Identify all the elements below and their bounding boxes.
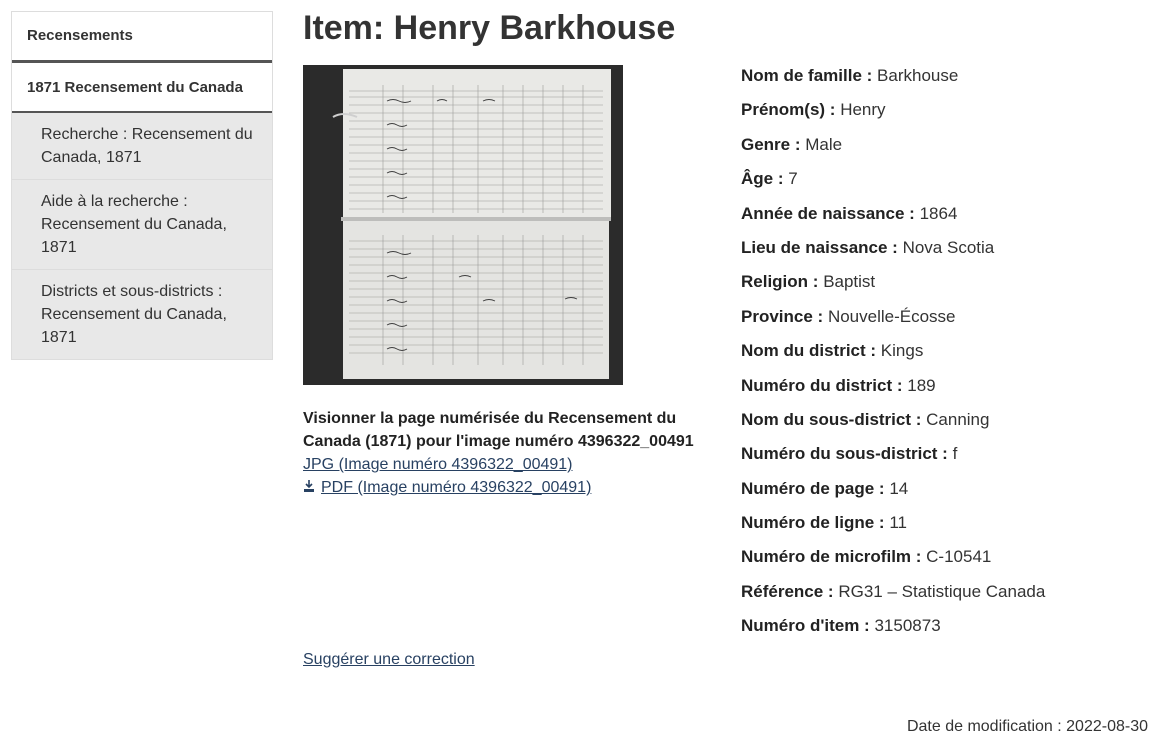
detail-value: f [952, 444, 958, 464]
detail-row-microfilm [741, 545, 1141, 579]
sidebar-nav [11, 11, 273, 360]
detail-value: Nova Scotia [902, 237, 995, 257]
record-details [741, 64, 1141, 649]
detail-label: Province : [741, 306, 824, 326]
detail-value: RG31 – Statistique Canada [838, 581, 1046, 601]
detail-label: Numéro d'item : [741, 616, 870, 636]
detail-row-age [741, 167, 1141, 201]
detail-row-province [741, 305, 1141, 339]
suggest-correction-link[interactable]: Suggérer une correction [303, 651, 475, 668]
date-modified: Date de modification : 2022-08-30 [906, 718, 1148, 735]
sidebar-item-recensements[interactable]: Recensements [12, 12, 272, 63]
sidebar-link-districts[interactable]: Districts et sous-districts : Recensement du Canada, 1871 [41, 283, 227, 346]
detail-label: Numéro de page : [741, 478, 885, 498]
detail-value: Male [805, 134, 843, 154]
detail-value: 189 [907, 375, 936, 395]
detail-label: Religion : [741, 272, 819, 292]
detail-row-line-number [741, 511, 1141, 545]
sidebar-item-1871-census[interactable]: 1871 Recensement du Canada [12, 63, 272, 113]
detail-row-surname [741, 64, 1141, 98]
detail-row-subdistrict-number [741, 442, 1141, 476]
detail-row-birth-year [741, 202, 1141, 236]
detail-value: 7 [788, 169, 798, 189]
detail-label: Nom du district : [741, 341, 877, 361]
pdf-link-wrapper[interactable] [303, 476, 703, 499]
detail-label: Numéro de ligne : [741, 513, 885, 533]
detail-value: Nouvelle-Écosse [827, 306, 956, 326]
detail-row-page-number [741, 477, 1141, 511]
detail-label: Lieu de naissance : [741, 237, 898, 257]
page-title: Item: Henry Barkhouse [303, 9, 676, 47]
detail-row-subdistrict-name [741, 408, 1141, 442]
detail-label: Nom de famille : [741, 66, 873, 85]
pdf-link[interactable]: PDF (Image numéro 4396322_00491) [321, 479, 592, 496]
detail-label: Prénom(s) : [741, 100, 836, 120]
detail-label: Genre : [741, 134, 801, 154]
caption-title: Visionner la page numérisée du Recensement du Canada (1871) pour l'image numéro 4396322_00491 [303, 410, 694, 450]
sidebar-subnav [12, 113, 272, 359]
image-caption [303, 407, 703, 499]
detail-row-religion [741, 270, 1141, 304]
detail-value: Barkhouse [877, 66, 959, 85]
sidebar-link-research-help[interactable]: Aide à la recherche : Recensement du Canada, 1871 [12, 180, 272, 270]
detail-value: 3150873 [874, 616, 941, 636]
jpg-link[interactable]: JPG (Image numéro 4396322_00491) [303, 456, 573, 473]
detail-value: Henry [840, 100, 886, 120]
sidebar-link-search[interactable]: Recherche : Recensement du Canada, 1871 [12, 113, 272, 180]
detail-label: Numéro du sous-district : [741, 444, 948, 464]
detail-value: Canning [926, 409, 990, 429]
detail-row-birthplace [741, 236, 1141, 270]
detail-row-district-name [741, 339, 1141, 373]
detail-value: Kings [880, 341, 924, 361]
download-icon [303, 477, 315, 491]
detail-value: C-10541 [926, 547, 992, 567]
detail-value: Baptist [823, 272, 876, 292]
detail-value: 11 [889, 513, 907, 533]
detail-label: Âge : [741, 169, 784, 189]
detail-label: Numéro du district : [741, 375, 903, 395]
detail-row-item-number [741, 614, 1141, 648]
detail-label: Nom du sous-district : [741, 409, 922, 429]
detail-row-district-number [741, 374, 1141, 408]
detail-row-reference [741, 580, 1141, 614]
census-page-thumbnail[interactable] [303, 65, 623, 385]
detail-row-gender [741, 133, 1141, 167]
detail-label: Référence : [741, 581, 834, 601]
detail-label: Année de naissance : [741, 203, 915, 223]
detail-label: Numéro de microfilm : [741, 547, 922, 567]
detail-value: 1864 [919, 203, 958, 223]
detail-row-given-names [741, 98, 1141, 132]
detail-value: 14 [889, 478, 909, 498]
